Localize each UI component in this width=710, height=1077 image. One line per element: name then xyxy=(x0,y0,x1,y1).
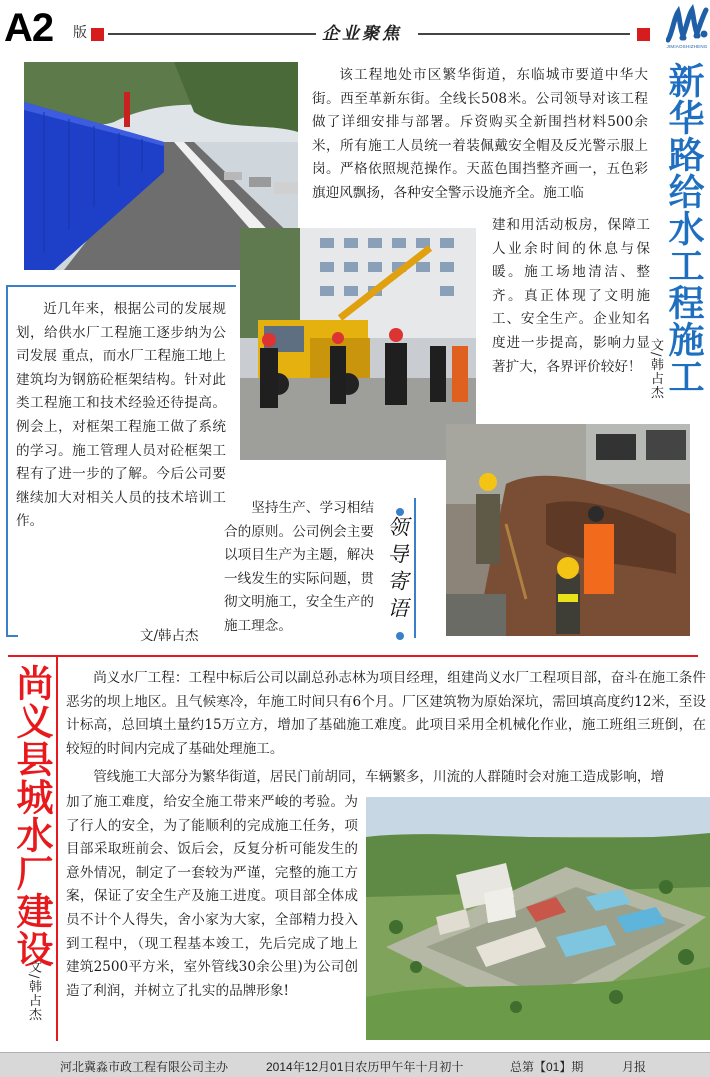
footer-date: 2014年12月01日农历甲午年十月初十 xyxy=(266,1060,464,1074)
logo-text: JIMIAOSHIZHENG xyxy=(666,44,708,49)
page-suffix: 版 xyxy=(73,25,87,41)
article1-author: 文/韩占杰 xyxy=(648,338,663,400)
footer-issue: 总第【01】期 xyxy=(510,1060,584,1074)
leader-title: 领导寄语 xyxy=(385,516,409,624)
article2-author: 文/韩占杰 xyxy=(140,628,199,644)
header-rule-left xyxy=(108,33,316,35)
trench-digging-photo xyxy=(446,424,690,636)
footer-publisher: 河北冀淼市政工程有限公司主办 xyxy=(60,1060,229,1074)
waterworks-aerial-photo xyxy=(366,797,710,1040)
dot-icon xyxy=(394,626,406,636)
section-title: 企业聚焦 xyxy=(322,24,402,44)
article3-author: 文/韩占杰 xyxy=(26,960,41,1022)
article1-para1-cont: 建和用活动板房，保障工人业余时间的休息与保暖。施工场地清洁、整齐。真正体现了文明施工、安全生产。企业知名度进一步提高，影响力显著扩大，各界评价较好！ xyxy=(492,217,650,375)
page-number: A2 xyxy=(4,6,54,50)
article3-top-rule xyxy=(8,655,698,657)
article1-title: 新华路给水工程施工 xyxy=(663,62,704,395)
footer-bar xyxy=(0,1052,710,1077)
header-rule-right xyxy=(418,33,630,35)
article3-para2-body: 加了施工难度，给安全施工带来严峻的考验。为了行人的安全，为了能顺利的完成施工任务，项目部采取班前会、饭后会，反复分析可能发生的意外情况，制定了一套较为严谨，完整的施工方案，保证了安全生产及施工进度。项目部全体成员不计个人得失，舍小家为大家，全部精力投入到工程中，（现工程基本竣工，先后完成了地上建筑2500平方米，室外管线30余公里)为公司创造了利润，并树立了扎实的品牌形象! xyxy=(66,794,358,999)
article2-body: 近几年来，根据公司的发展规划，给供水厂工程施工逐步纳为公司发展 重点，而水厂工程施工地上建筑均为钢筋砼框架结构。针对此类工程施工和技术经验还待提高。例会上，对框架工程施工做了系统的学习。施工管理人员对砼框架工程有了进一步的了解。今后公司要继续加大对相关人员的技术培训工作。 xyxy=(16,301,226,530)
article3-para1: 尚义水厂工程：工程中标后公司以副总孙志林为项目经理，组建尚义水厂工程项目部，奋斗在施工条件恶劣的坝上地区。且气候寒冷，年施工时间只有6个月。厂区建筑物为原始深坑，需回填高度约12米，至设计标高，总回填土量约15万立方，增加了基础施工难度。此项目采用全机械化作业，施工班组三班倒，在较短的时间内完成了基础处理施工。 xyxy=(66,670,706,757)
article3-para2-head: 管线施工大部分为繁华街道，居民门前胡同，车辆繁多，川流的人群随时会对施工造成影响，增 xyxy=(93,769,665,785)
leader-body: 坚持生产、学习相结合的原则。公司例会主要以项目生产为主题，解决一线发生的实际问题，贯彻文明施工，安全生产的施工理念。 xyxy=(224,500,374,634)
article1-para1: 该工程地处市区繁华街道，东临城市要道中华大街。西至革新东街。全线长508米。公司领导对该工程做了详细安排与部署。斥资购买全新围挡材料500余米，所有施工人员统一着装佩戴安全帽及反光警示服上岗。严格依照规范操作。天蓝色围挡整齐画一，五色彩旗迎风飘扬，各种安全警示设施齐全。施工临 xyxy=(312,67,648,201)
leader-divider xyxy=(414,498,416,638)
dot-icon xyxy=(394,502,406,512)
article3-side-rule xyxy=(56,657,58,1041)
red-square-icon xyxy=(637,28,650,41)
article2-top-rule xyxy=(6,285,236,287)
footer-frequency: 月报 xyxy=(622,1060,647,1074)
crane-truck-photo xyxy=(240,228,476,460)
article3-title: 尚义县城水厂建设 xyxy=(10,664,53,968)
red-square-icon xyxy=(91,28,104,41)
